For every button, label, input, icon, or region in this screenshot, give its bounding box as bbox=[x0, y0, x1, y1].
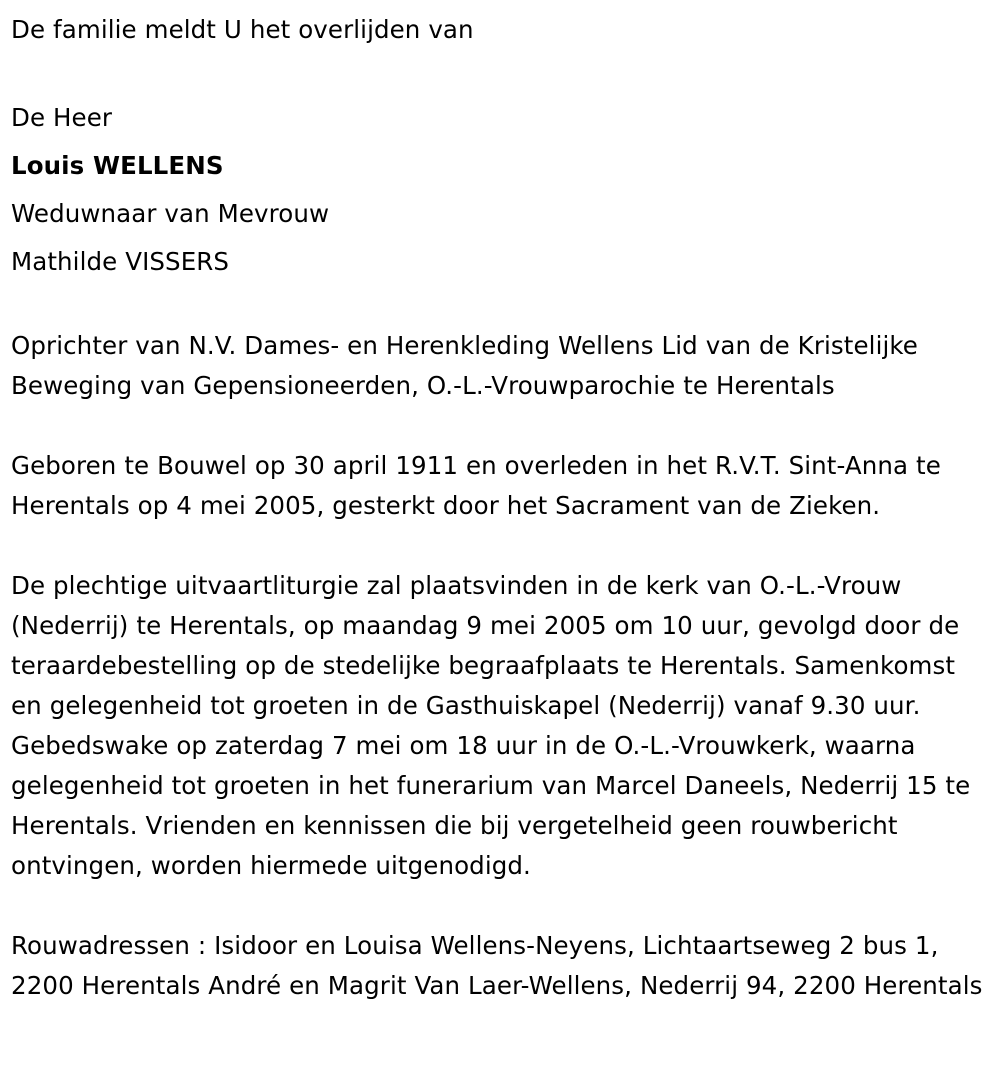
spacer bbox=[11, 526, 989, 566]
spacer bbox=[11, 886, 989, 926]
spacer bbox=[11, 54, 989, 94]
affiliation-paragraph: Oprichter van N.V. Dames- en Herenkleding Wellens Lid van de Kristelijke Beweging van Gepensioneerden, O.-L.-Vrouwparochie te Herentals bbox=[11, 331, 918, 400]
obituary-notice bbox=[11, 6, 989, 1006]
addresses-paragraph: Rouwadressen : Isidoor en Louisa Wellens-Neyens, Lichtaartseweg 2 bus 1, 2200 Herentals André en Magrit Van Laer-Wellens, Nederrij 94, 2200 Herentals bbox=[11, 931, 983, 1000]
spouse-line-1: Weduwnaar van Mevrouw bbox=[11, 199, 330, 228]
deceased-name: Louis WELLENS bbox=[11, 151, 224, 180]
birth-death-paragraph: Geboren te Bouwel op 30 april 1911 en overleden in het R.V.T. Sint-Anna te Herentals op 4 mei 2005, gesterkt door het Sacrament van de Zieken. bbox=[11, 451, 941, 520]
intro-text: De familie meldt U het overlijden van bbox=[11, 15, 474, 44]
spacer bbox=[11, 406, 989, 446]
salutation: De Heer bbox=[11, 103, 113, 132]
spacer bbox=[11, 286, 989, 326]
funeral-paragraph: De plechtige uitvaartliturgie zal plaatsvinden in de kerk van O.-L.-Vrouw (Nederrij) te Herentals, op maandag 9 mei 2005 om 10 uur, gevolgd door de teraardebestelling op de stedelijke begraafplaats te Herentals. Samenkomst en gelegenheid tot groeten in de Gasthuiskapel (Nederrij) vanaf 9.30 uur. Gebedswake op zaterdag 7 mei om 18 uur in de O.-L.-Vrouwkerk, waarna gelegenheid tot groeten in het funerarium van Marcel Daneels, Nederrij 15 te Herentals. Vrienden en kennissen die bij vergetelheid geen rouwbericht ontvingen, worden hiermede uitgenodigd. bbox=[11, 571, 971, 880]
spouse-line-2: Mathilde VISSERS bbox=[11, 247, 230, 276]
